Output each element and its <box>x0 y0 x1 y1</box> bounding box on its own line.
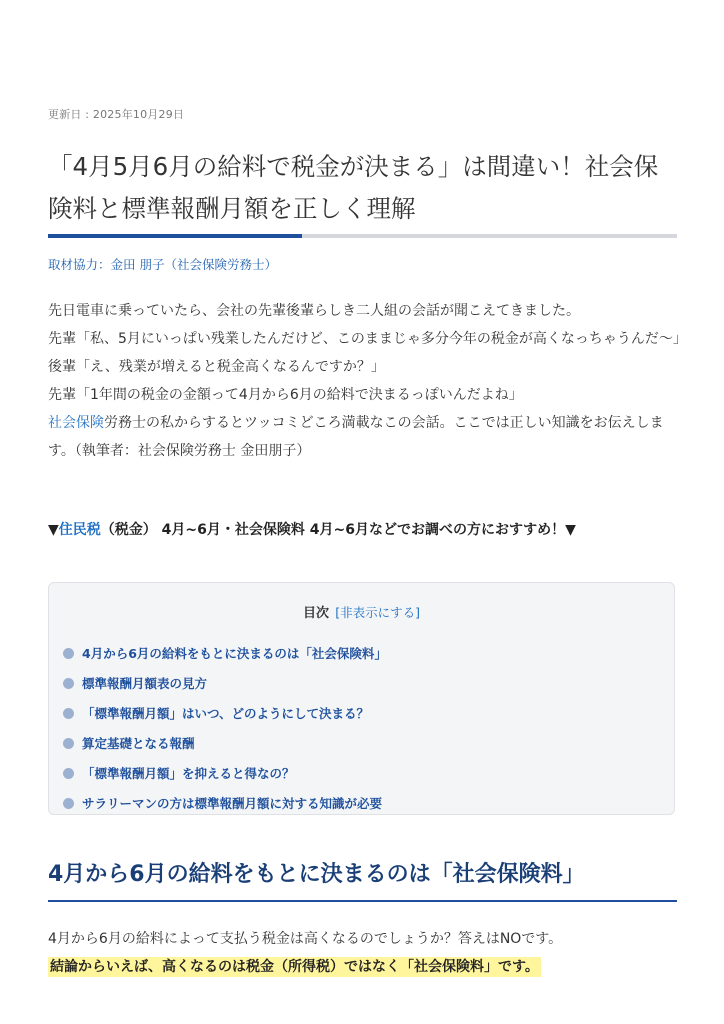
intro-line-rest: 労務士の私からするとツッコミどころ満載なこの会話。ここでは正しい知識をお伝えします。（執筆者：社会保険労務士 金田朋子） <box>48 415 664 459</box>
section-paragraph: 4月から6月の給料によって支払う税金は高くなるのでしょうか？答えはNOです。 <box>48 931 563 947</box>
title-divider <box>48 234 677 238</box>
toc-item[interactable] <box>63 788 387 818</box>
bullet-icon <box>63 798 74 809</box>
updated-date: 更新日 : 2025年10月29日 <box>48 108 185 121</box>
toc-list <box>63 638 387 818</box>
intro-line: 後輩「え、残業が増えると税金高くなるんですか？」 <box>48 359 385 375</box>
toc-toggle-link[interactable]: [非表示にする] <box>335 605 420 620</box>
intro-line: 先輩「1年間の税金の金額って4月から6月の給料で決まるっぽいんだよね」 <box>48 387 523 403</box>
bullet-icon <box>63 648 74 659</box>
resident-tax-link[interactable]: 住民税 <box>58 522 101 538</box>
toc-item-label: 「標準報酬月額」はいつ、どのようにして決まる？ <box>82 706 370 721</box>
section-paragraph <box>48 953 562 981</box>
recommend-banner <box>48 519 576 539</box>
toc-item-label: サラリーマンの方は標準報酬月額に対する知識が必要 <box>82 796 383 811</box>
bullet-icon <box>63 678 74 689</box>
intro-line: 先日電車に乗っていたら、会社の先輩後輩らしき二人組の会話が聞こえてきました。 <box>48 303 580 319</box>
page-title: 「4月5月6月の給料で税金が決まる」は間違い！社会保険料と標準報酬月額を正しく理解 <box>48 152 659 223</box>
toc-item-label: 4月から6月の給料をもとに決まるのは「社会保険料」 <box>82 646 387 661</box>
recommend-text: （税金） 4月~6月・社会保険料 4月~6月などでお調べの方におすすめ！▼ <box>100 522 576 538</box>
social-insurance-link[interactable]: 社会保険 <box>48 415 104 431</box>
bullet-icon <box>63 708 74 719</box>
intro-text <box>48 297 687 465</box>
recommend-arrow: ▼ <box>48 522 59 538</box>
toc-item[interactable] <box>63 668 387 698</box>
intro-line <box>48 409 680 465</box>
toc-header <box>49 602 674 621</box>
section-heading: 4月から6月の給料をもとに決まるのは「社会保険料」 <box>48 862 585 887</box>
highlighted-conclusion: 結論からいえば、高くなるのは税金（所得税）ではなく「社会保険料」です。 <box>50 959 539 975</box>
toc-item[interactable] <box>63 728 387 758</box>
section-body <box>48 925 562 981</box>
toc-item-label: 算定基礎となる報酬 <box>82 736 195 751</box>
toc-item-label: 標準報酬月額表の見方 <box>82 676 208 691</box>
table-of-contents <box>48 582 675 815</box>
title-divider-accent <box>48 234 302 238</box>
toc-item-label: 「標準報酬月額」を抑えると得なの？ <box>82 766 295 781</box>
bullet-icon <box>63 738 74 749</box>
toc-item[interactable] <box>63 758 387 788</box>
bullet-icon <box>63 768 74 779</box>
toc-item[interactable] <box>63 698 387 728</box>
cooperation-credit: 取材協力：金田 朋子（社会保険労務士） <box>48 257 277 272</box>
section-divider <box>48 900 677 902</box>
intro-line: 先輩「私、5月にいっぱい残業したんだけど、このままじゃ多分今年の税金が高くなっちゃうんだ〜」 <box>48 331 687 347</box>
toc-heading: 目次 <box>303 606 330 621</box>
toc-item[interactable] <box>63 638 387 668</box>
